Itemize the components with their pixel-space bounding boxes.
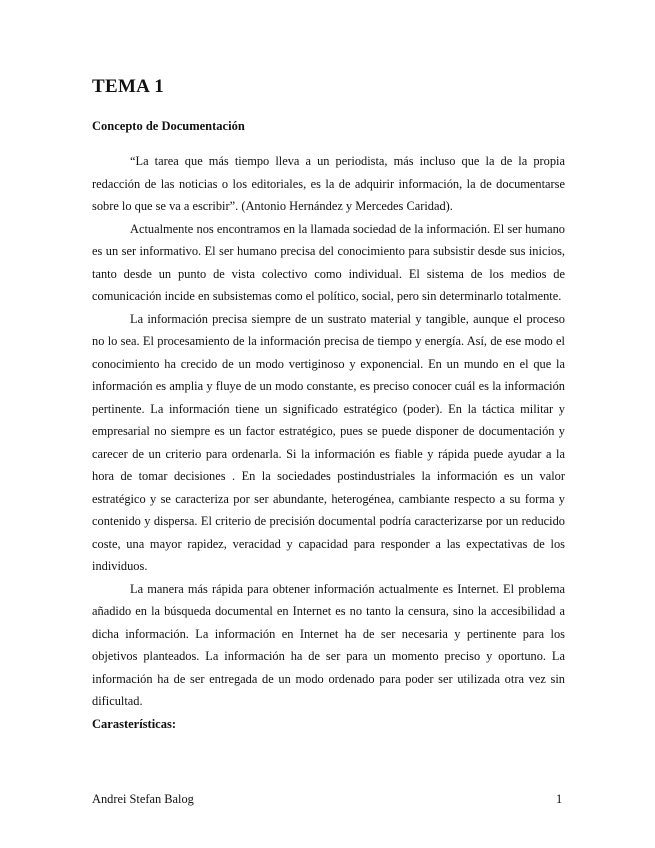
quote-paragraph: “La tarea que más tiempo lleva a un periodista, más incluso que la de la propia redacción de las noticias o los editoriales, es la de adquirir información, la de documentarse sobre lo que se va a escribir”. (Antonio Hernández y Mercedes Caridad).: [92, 154, 565, 213]
body-text: [92, 150, 565, 735]
page-number: 1: [556, 792, 563, 806]
section-subtitle: Concepto de Documentación: [92, 119, 245, 133]
page-title: TEMA 1: [92, 76, 165, 97]
paragraph: La manera más rápida para obtener información actualmente es Internet. El problema añadido en la búsqueda documental en Internet es no tanto la censura, sino la accesibilidad a dicha información. La información en Internet ha de ser necesaria y pertinente para los objetivos planteados. La información ha de ser para un momento preciso y oportuno. La información ha de ser entregada de un modo ordenado para poder ser utilizada otra vez sin dificultad.: [92, 581, 565, 708]
footer-author: Andrei Stefan Balog: [92, 792, 194, 806]
paragraph: Actualmente nos encontramos en la llamada sociedad de la información. El ser humano es un ser informativo. El ser humano precisa del conocimiento para subsistir desde sus inicios, tanto desde un punto de vista colectivo como individual. El sistema de los medios de comunicación incide en subsistemas como el político, social, pero sin determinarlo totalmente.: [92, 221, 565, 303]
section-heading: Carasterísticas:: [92, 716, 176, 731]
paragraph: La información precisa siempre de un sustrato material y tangible, aunque el proceso no lo sea. El procesamiento de la información precisa de tiempo y energía. Así, de ese modo el conocimiento ha crecido de un modo vertiginoso y exponencial. En un mundo en el que la información es amplia y fluye de un modo constante, es preciso conocer cuál es la información pertinente. La información tiene un significado estratégico (poder). En la táctica militar y empresarial no siempre es un factor estratégico, pues se puede disponer de documentación y carecer de un criterio para ordenarla. Si la información es fiable y rápida puede ayudar a la hora de tomar decisiones . En la sociedades postindustriales la información es un valor estratégico y se caracteriza por ser abundante, heterogénea, cambiante respecto a su forma y contenido y dispersa. El criterio de precisión documental podría caracterizarse por un reducido coste, una mayor rapidez, veracidad y capacidad para responder a las expectativas de los individuos.: [92, 311, 565, 573]
